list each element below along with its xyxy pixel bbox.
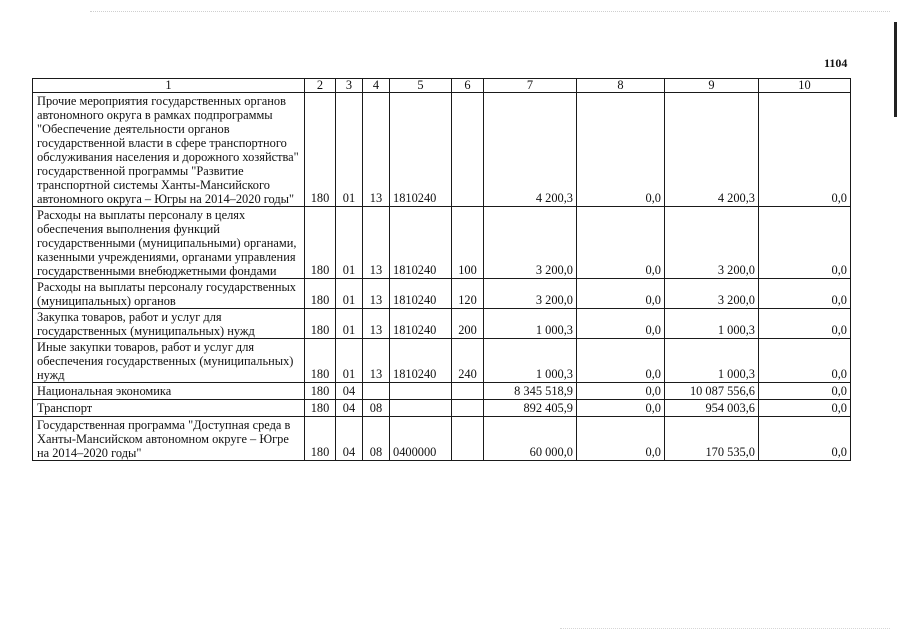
code-subsection-cell: 08 [363, 417, 390, 461]
code-target-item-cell: 1810240 [390, 309, 452, 339]
table-row [33, 383, 851, 400]
amount-col10-cell: 0,0 [759, 339, 851, 383]
code-target-item-cell: 1810240 [390, 93, 452, 207]
code-expense-type-cell [452, 400, 484, 417]
code-section-cell: 04 [336, 417, 363, 461]
code-admin-cell: 180 [305, 417, 336, 461]
amount-col10-cell: 0,0 [759, 93, 851, 207]
code-subsection-cell: 13 [363, 279, 390, 309]
table-row [33, 207, 851, 279]
code-target-item-cell: 1810240 [390, 207, 452, 279]
table-row [33, 417, 851, 461]
table-row [33, 339, 851, 383]
header-cell: 1 [33, 79, 305, 93]
code-admin-cell: 180 [305, 400, 336, 417]
amount-col7-cell: 4 200,3 [484, 93, 577, 207]
code-section-cell: 04 [336, 400, 363, 417]
row-name-cell: Транспорт [33, 400, 305, 417]
amount-col7-cell: 60 000,0 [484, 417, 577, 461]
amount-col7-cell: 8 345 518,9 [484, 383, 577, 400]
amount-col10-cell: 0,0 [759, 417, 851, 461]
amount-col8-cell: 0,0 [577, 417, 665, 461]
header-cell: 5 [390, 79, 452, 93]
table-row [33, 309, 851, 339]
header-cell: 9 [665, 79, 759, 93]
amount-col9-cell: 10 087 556,6 [665, 383, 759, 400]
code-subsection-cell: 13 [363, 207, 390, 279]
table-row [33, 93, 851, 207]
code-subsection-cell: 08 [363, 400, 390, 417]
code-expense-type-cell [452, 93, 484, 207]
scan-edge-top [90, 11, 890, 13]
code-expense-type-cell [452, 417, 484, 461]
header-cell: 3 [336, 79, 363, 93]
amount-col9-cell: 170 535,0 [665, 417, 759, 461]
amount-col7-cell: 1 000,3 [484, 339, 577, 383]
amount-col8-cell: 0,0 [577, 383, 665, 400]
amount-col10-cell: 0,0 [759, 207, 851, 279]
code-admin-cell: 180 [305, 279, 336, 309]
amount-col8-cell: 0,0 [577, 279, 665, 309]
code-admin-cell: 180 [305, 383, 336, 400]
amount-col9-cell: 3 200,0 [665, 207, 759, 279]
amount-col9-cell: 1 000,3 [665, 309, 759, 339]
row-name-cell: Прочие мероприятия государственных органов автономного округа в рамках подпрограммы "Обеспечение деятельности органов государственной власти в сфере транспортного обслуживания населения и дорожного хозяйства" государственной программы "Развитие транспортной системы Ханты-Мансийского автономного округа – Югры на 2014–2020 годы" [33, 93, 305, 207]
amount-col8-cell: 0,0 [577, 309, 665, 339]
code-subsection-cell [363, 383, 390, 400]
code-subsection-cell: 13 [363, 339, 390, 383]
code-section-cell: 01 [336, 279, 363, 309]
amount-col9-cell: 1 000,3 [665, 339, 759, 383]
header-cell: 4 [363, 79, 390, 93]
scan-edge-bottom [560, 628, 890, 630]
code-expense-type-cell: 240 [452, 339, 484, 383]
header-cell: 7 [484, 79, 577, 93]
code-section-cell: 01 [336, 339, 363, 383]
code-section-cell: 01 [336, 93, 363, 207]
code-section-cell: 04 [336, 383, 363, 400]
table-row [33, 279, 851, 309]
amount-col8-cell: 0,0 [577, 93, 665, 207]
row-name-cell: Расходы на выплаты персоналу в целях обеспечения выполнения функций государственными (муниципальными) органами, казенными учреждениями, органами управления государственными внебюджетными фондами [33, 207, 305, 279]
code-subsection-cell: 13 [363, 93, 390, 207]
amount-col10-cell: 0,0 [759, 309, 851, 339]
amount-col8-cell: 0,0 [577, 400, 665, 417]
code-target-item-cell: 0400000 [390, 417, 452, 461]
table-row [33, 400, 851, 417]
header-cell: 10 [759, 79, 851, 93]
amount-col10-cell: 0,0 [759, 383, 851, 400]
code-expense-type-cell [452, 383, 484, 400]
page-number: 1104 [824, 56, 848, 70]
code-expense-type-cell: 100 [452, 207, 484, 279]
header-cell: 6 [452, 79, 484, 93]
code-admin-cell: 180 [305, 93, 336, 207]
code-section-cell: 01 [336, 309, 363, 339]
row-name-cell: Иные закупки товаров, работ и услуг для обеспечения государственных (муниципальных) нужд [33, 339, 305, 383]
code-target-item-cell: 1810240 [390, 339, 452, 383]
code-target-item-cell [390, 383, 452, 400]
header-cell: 8 [577, 79, 665, 93]
code-admin-cell: 180 [305, 207, 336, 279]
row-name-cell: Расходы на выплаты персоналу государственных (муниципальных) органов [33, 279, 305, 309]
amount-col9-cell: 954 003,6 [665, 400, 759, 417]
code-expense-type-cell: 120 [452, 279, 484, 309]
code-admin-cell: 180 [305, 339, 336, 383]
amount-col7-cell: 3 200,0 [484, 207, 577, 279]
amount-col7-cell: 1 000,3 [484, 309, 577, 339]
row-name-cell: Национальная экономика [33, 383, 305, 400]
amount-col7-cell: 3 200,0 [484, 279, 577, 309]
code-admin-cell: 180 [305, 309, 336, 339]
amount-col10-cell: 0,0 [759, 400, 851, 417]
amount-col8-cell: 0,0 [577, 339, 665, 383]
amount-col8-cell: 0,0 [577, 207, 665, 279]
amount-col9-cell: 3 200,0 [665, 279, 759, 309]
row-name-cell: Закупка товаров, работ и услуг для государственных (муниципальных) нужд [33, 309, 305, 339]
scan-edge-right [894, 22, 897, 117]
code-target-item-cell [390, 400, 452, 417]
table-header-row [33, 79, 851, 93]
header-cell: 2 [305, 79, 336, 93]
code-target-item-cell: 1810240 [390, 279, 452, 309]
amount-col9-cell: 4 200,3 [665, 93, 759, 207]
amount-col7-cell: 892 405,9 [484, 400, 577, 417]
amount-col10-cell: 0,0 [759, 279, 851, 309]
code-expense-type-cell: 200 [452, 309, 484, 339]
budget-table [32, 78, 851, 461]
row-name-cell: Государственная программа "Доступная среда в Ханты-Мансийском автономном округе – Югре на 2014–2020 годы" [33, 417, 305, 461]
code-section-cell: 01 [336, 207, 363, 279]
code-subsection-cell: 13 [363, 309, 390, 339]
